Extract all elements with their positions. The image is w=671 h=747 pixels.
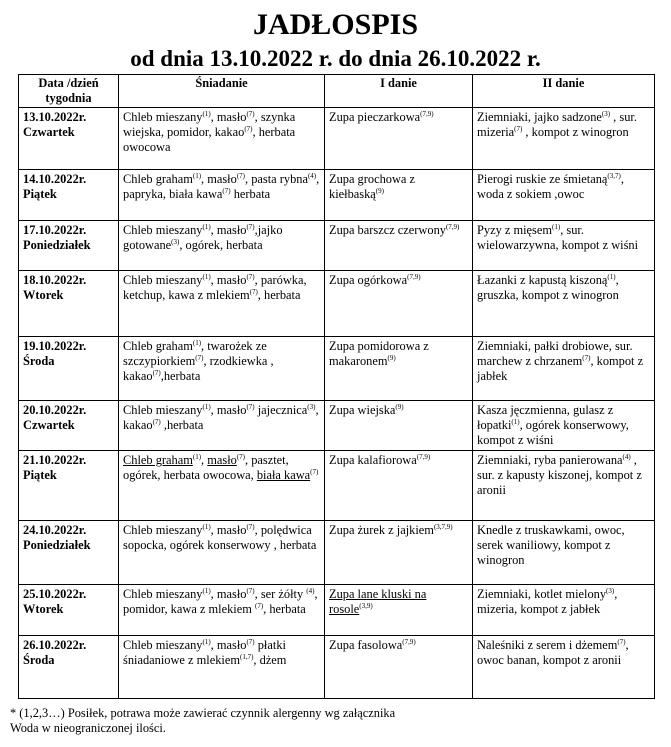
date-text: 19.10.2022r. <box>23 339 87 353</box>
dish-text: Ziemniaki, jajko sadzone <box>477 110 602 124</box>
weekday-text: Wtorek <box>23 602 64 617</box>
dish-text-underlined: Zupa lane kluski na rosole <box>329 587 427 617</box>
allergen-code: (4) <box>622 453 631 461</box>
allergen-code: (1) <box>511 418 520 427</box>
dish-text: , ogórek konserwowy, kompot z wiśni <box>477 418 629 448</box>
allergen-code: (7,9) <box>420 110 434 118</box>
dish-text: Zupa barszcz czerwony <box>329 223 446 237</box>
dish-text: , sur. mizeria <box>477 110 637 140</box>
footer-notes <box>10 706 395 736</box>
dish-text: Knedle z truskawkami, owoc, serek waniliowy, kompot z winogron <box>477 523 625 568</box>
column-header-date: Data /dzień tygodnia <box>19 75 119 108</box>
date-cell <box>19 221 119 271</box>
dish-text: , masło <box>210 223 247 237</box>
dish-text: Zupa żurek z jajkiem <box>329 523 434 537</box>
allergen-code: (7) <box>236 453 246 461</box>
second-course-cell <box>473 170 655 221</box>
date-text: 25.10.2022r. <box>23 587 87 601</box>
allergen-code: (1) <box>202 273 211 281</box>
first-course-cell <box>325 337 473 401</box>
dish-text: , sur. wielowarzywna, kompot z wiśni <box>477 223 639 253</box>
allergen-code: (1) <box>552 223 561 231</box>
weekday-text: Wtorek <box>23 288 64 303</box>
date-text: 21.10.2022r. <box>23 453 87 467</box>
dish-text: Chleb mieszany <box>123 110 203 124</box>
second-course-cell <box>473 337 655 401</box>
first-course-cell <box>325 221 473 271</box>
dish-text: , herbata <box>257 288 301 303</box>
date-text: 17.10.2022r. <box>23 223 87 237</box>
weekday-text: Poniedziałek <box>23 238 91 253</box>
dish-text: Kasza jęczmienna, gulasz z łopatki <box>477 403 614 433</box>
allergen-code: (7) <box>246 223 255 231</box>
dish-text: , parówka, ketchup, kawa z mlekiem <box>123 273 307 303</box>
table-row <box>19 401 655 451</box>
dish-text: , masło <box>210 273 247 287</box>
dish-text-underlined: masło <box>207 453 237 467</box>
dish-text: Ziemniaki, pałki drobiowe, sur. marchew z chrzanem <box>477 339 633 369</box>
allergen-code: (7) <box>246 587 255 595</box>
second-course-cell <box>473 271 655 337</box>
dish-text: Zupa grochowa z kiełbaską <box>329 172 416 202</box>
breakfast-cell <box>119 221 325 271</box>
table-row <box>19 451 655 521</box>
allergen-code: (1) <box>202 638 211 646</box>
dish-text: Chleb mieszany <box>123 587 203 601</box>
allergen-code: (1) <box>192 339 202 347</box>
dish-text: Ziemniaki, kotlet mielony <box>477 587 607 601</box>
allergen-code: (7) <box>582 354 591 363</box>
second-course-cell <box>473 221 655 271</box>
dish-text: , herbata <box>263 602 306 617</box>
weekday-text: Poniedziałek <box>23 538 91 553</box>
dish-text-underlined: Chleb graham <box>123 453 193 467</box>
dish-text: , dżem <box>253 653 287 668</box>
dish-text: Ziemniaki, ryba panierowana <box>477 453 623 467</box>
dish-text: Chleb mieszany <box>123 638 203 652</box>
allergen-note: * (1,2,3…) Posiłek, potrawa może zawierać czynnik alergenny wg załącznika <box>10 706 396 720</box>
dish-text: , sur. z kapusty kiszonej, kompot z aronii <box>477 453 642 498</box>
breakfast-cell <box>119 636 325 699</box>
first-course-cell <box>325 170 473 221</box>
dish-text: Chleb graham <box>123 172 193 186</box>
allergen-code: (7) <box>249 288 258 297</box>
weekday-text: Środa <box>23 653 55 668</box>
allergen-code: (7) <box>222 187 231 196</box>
dish-text: , masło <box>210 523 247 537</box>
table-row <box>19 108 655 170</box>
dish-text: Zupa pieczarkowa <box>329 110 421 124</box>
dish-text: , kompot z jabłek <box>477 354 644 384</box>
dish-text: ,herbata <box>160 369 201 384</box>
dish-text: , <box>201 453 208 467</box>
dish-text: , masło <box>210 403 247 417</box>
dish-text: Chleb mieszany <box>123 523 203 537</box>
weekday-text: Środa <box>23 354 55 369</box>
first-course-cell <box>325 451 473 521</box>
dish-text: , mizeria, kompot z jabłek <box>477 587 618 617</box>
second-course-cell <box>473 585 655 636</box>
allergen-code: (9) <box>375 187 384 196</box>
allergen-code: (9) <box>395 403 404 411</box>
allergen-code: (7) <box>244 125 253 134</box>
allergen-code: (3,7,9) <box>433 523 453 531</box>
dish-text: , kakao <box>123 403 319 433</box>
dish-text: , twarożek ze szczypiorkiem <box>123 339 267 369</box>
menu-table <box>18 74 655 699</box>
allergen-code: (3) <box>601 110 611 118</box>
dish-text: Chleb graham <box>123 339 193 353</box>
date-text: 26.10.2022r. <box>23 638 87 652</box>
allergen-code: (3,9) <box>359 602 373 611</box>
allergen-code: (3) <box>307 403 316 411</box>
breakfast-cell <box>119 401 325 451</box>
allergen-code: (7) <box>246 110 255 118</box>
first-course-cell <box>325 271 473 337</box>
date-cell <box>19 521 119 585</box>
first-course-cell <box>325 108 473 170</box>
allergen-code: (7) <box>236 172 245 180</box>
table-row <box>19 337 655 401</box>
date-cell <box>19 337 119 401</box>
dish-text: Zupa pomidorowa z makaronem <box>329 339 429 369</box>
dish-text: Chleb mieszany <box>123 223 203 237</box>
dish-text: , masło <box>210 587 247 601</box>
weekday-text: Czwartek <box>23 418 75 433</box>
allergen-code: (7) <box>152 369 161 378</box>
allergen-code: (4) <box>306 587 315 595</box>
allergen-code: (7) <box>246 273 255 281</box>
date-text: 13.10.2022r. <box>23 110 87 124</box>
weekday-text: Piątek <box>23 187 57 202</box>
allergen-code: (7,9) <box>445 223 460 231</box>
allergen-code: (1) <box>202 523 211 531</box>
dish-text: , masło <box>201 172 237 186</box>
dish-text: Naleśniki z serem i dżemem <box>477 638 618 652</box>
allergen-code: (3) <box>606 587 615 595</box>
breakfast-cell <box>119 271 325 337</box>
allergen-code: (7,9) <box>402 638 416 646</box>
dish-text: , owoc banan, kompot z aronii <box>477 638 629 668</box>
allergen-code: (1) <box>202 403 211 411</box>
dish-text: , woda z sokiem ,owoc <box>477 172 624 202</box>
allergen-code: (1,7) <box>240 653 254 662</box>
date-cell <box>19 585 119 636</box>
allergen-code: (9) <box>387 354 396 363</box>
dish-text: , szynka wiejska, pomidor, kakao <box>123 110 296 140</box>
dish-text: jajecznica <box>254 403 308 417</box>
allergen-code: (7) <box>514 125 523 134</box>
date-cell <box>19 271 119 337</box>
dish-text: , masło <box>210 110 247 124</box>
second-course-cell <box>473 108 655 170</box>
dish-text: , pomidor, kawa z mlekiem <box>123 587 318 617</box>
date-range-subtitle: od dnia 13.10.2022 r. do dnia 26.10.2022 r. <box>130 46 541 71</box>
breakfast-cell <box>119 585 325 636</box>
breakfast-cell <box>119 108 325 170</box>
second-course-cell <box>473 401 655 451</box>
date-cell <box>19 401 119 451</box>
dish-text: ,jajko gotowane <box>123 223 283 253</box>
dish-text: , herbata owocowa <box>123 125 296 155</box>
second-course-cell <box>473 636 655 699</box>
dish-text: , kompot z winogron <box>522 125 629 140</box>
dish-text: herbata <box>230 187 271 202</box>
dish-text: , ser żółty <box>254 587 307 601</box>
dish-text: Chleb mieszany <box>123 273 203 287</box>
breakfast-cell <box>119 170 325 221</box>
allergen-code: (7) <box>195 354 204 363</box>
table-row <box>19 585 655 636</box>
first-course-cell <box>325 521 473 585</box>
table-row <box>19 170 655 221</box>
date-cell <box>19 108 119 170</box>
allergen-code: (1) <box>202 223 211 231</box>
allergen-code: (3) <box>171 238 180 247</box>
dish-text: płatki śniadaniowe z mlekiem <box>123 638 286 668</box>
allergen-code: (7) <box>310 468 319 477</box>
dish-text: ,herbata <box>160 418 204 433</box>
weekday-text: Czwartek <box>23 125 75 140</box>
table-row <box>19 636 655 699</box>
first-course-cell <box>325 636 473 699</box>
allergen-code: (7) <box>246 523 255 531</box>
allergen-code: (1) <box>192 172 202 180</box>
second-course-cell <box>473 521 655 585</box>
dish-text: Zupa wiejska <box>329 403 396 417</box>
dish-text: , pasztet, ogórek, herbata owocowa, <box>123 453 289 483</box>
dish-text: Zupa kalafiorowa <box>329 453 417 467</box>
allergen-code: (1) <box>607 273 616 281</box>
column-header-breakfast: Śniadanie <box>119 75 325 108</box>
dish-text: , masło <box>210 638 247 652</box>
dish-text: Pyzy z mięsem <box>477 223 553 237</box>
date-text: 24.10.2022r. <box>23 523 87 537</box>
dish-text: , gruszka, kompot z winogron <box>477 273 619 303</box>
dish-text: , pasta rybna <box>245 172 308 186</box>
allergen-code: (7) <box>617 638 626 646</box>
date-text: 14.10.2022r. <box>23 172 87 186</box>
breakfast-cell <box>119 337 325 401</box>
dish-text: , papryka, biała kawa <box>123 172 320 202</box>
breakfast-cell <box>119 451 325 521</box>
dish-text: , ogórek, herbata <box>179 238 263 253</box>
dish-text-underlined: biała kawa <box>256 468 311 483</box>
allergen-code: (7) <box>246 403 255 411</box>
dish-text: Chleb mieszany <box>123 403 203 417</box>
second-course-cell <box>473 451 655 521</box>
dish-text: , rzodkiewka , kakao <box>123 354 274 384</box>
dish-text: Łazanki z kapustą kiszoną <box>477 273 608 287</box>
first-course-cell <box>325 401 473 451</box>
dish-text: Zupa fasolowa <box>329 638 403 652</box>
allergen-code: (7) <box>152 418 161 427</box>
date-text: 18.10.2022r. <box>23 273 87 287</box>
allergen-code: (7,9) <box>407 273 421 281</box>
dish-text: Pierogi ruskie ze śmietaną <box>477 172 608 186</box>
date-text: 20.10.2022r. <box>23 403 87 417</box>
table-row <box>19 221 655 271</box>
water-note: Woda w nieograniczonej ilości. <box>10 721 166 735</box>
dish-text: Zupa ogórkowa <box>329 273 408 287</box>
allergen-code: (1) <box>192 453 202 461</box>
dish-text: , polędwica sopocka, ogórek konserwowy , herbata <box>123 523 317 553</box>
allergen-code: (3,7) <box>607 172 621 180</box>
allergen-code: (4) <box>307 172 317 180</box>
date-cell <box>19 636 119 699</box>
date-cell <box>19 170 119 221</box>
allergen-code: (1) <box>202 587 211 595</box>
allergen-code: (7) <box>246 638 255 646</box>
allergen-code: (1) <box>202 110 211 118</box>
allergen-code: (7) <box>254 602 264 611</box>
table-row <box>19 271 655 337</box>
breakfast-cell <box>119 521 325 585</box>
date-cell <box>19 451 119 521</box>
table-header-row <box>19 75 655 108</box>
weekday-text: Piątek <box>23 468 57 483</box>
table-row <box>19 521 655 585</box>
column-header-second-course: II danie <box>473 75 655 108</box>
allergen-code: (7,9) <box>416 453 431 461</box>
page-title: JADŁOSPIS <box>252 8 419 41</box>
column-header-first-course: I danie <box>325 75 473 108</box>
first-course-cell <box>325 585 473 636</box>
